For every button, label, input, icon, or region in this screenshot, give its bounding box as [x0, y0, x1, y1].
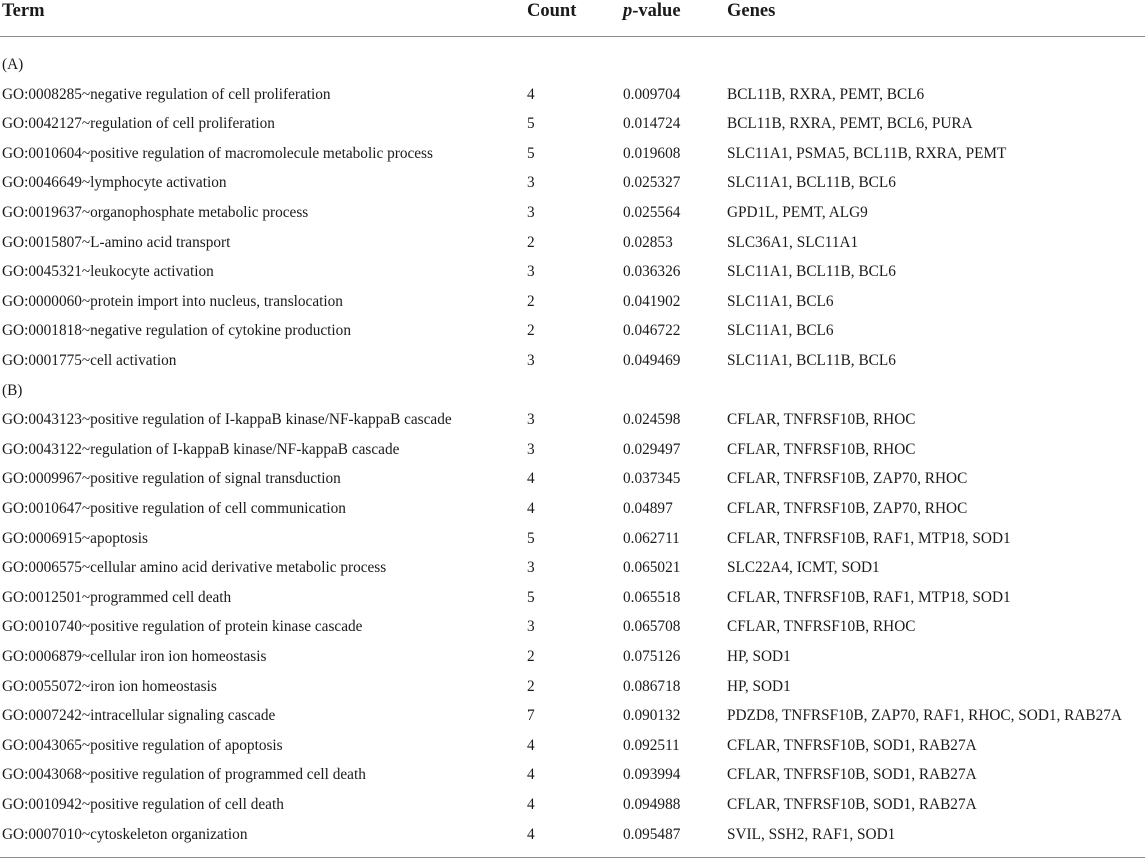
term-cell: GO:0006879~cellular iron ion homeostasis: [2, 648, 267, 665]
term-cell: GO:0042127~regulation of cell proliferation: [2, 115, 275, 133]
genes-cell: SLC36A1, SLC11A1: [727, 233, 859, 251]
header-p-value: [623, 0, 681, 22]
count-cell: 4: [527, 736, 535, 754]
term-cell: GO:0019637~organophosphate metabolic process: [2, 204, 309, 221]
p-value-cell: 0.046722: [623, 322, 681, 340]
term-cell: GO:0010942~positive regulation of cell death: [2, 796, 284, 813]
table-header: [0, 0, 1145, 37]
genes-cell: CFLAR, TNFRSF10B, SOD1, RAB27A: [727, 796, 977, 813]
table-row: [0, 464, 1145, 494]
p-value-cell: 0.065708: [623, 618, 681, 636]
header-genes: Genes: [727, 1, 776, 21]
p-value-cell: 0.024598: [623, 411, 681, 429]
header-count: Count: [527, 1, 577, 21]
genes-cell: GPD1L, PEMT, ALG9: [727, 204, 868, 221]
table-row: [0, 820, 1145, 850]
term-cell: GO:0055072~iron ion homeostasis: [2, 677, 217, 695]
term-cell: GO:0009967~positive regulation of signal transduction: [2, 470, 341, 488]
genes-cell: HP, SOD1: [727, 648, 791, 665]
term-cell: GO:0012501~programmed cell death: [2, 588, 232, 606]
term-cell: GO:0045321~leukocyte activation: [2, 263, 214, 281]
table-row: [0, 672, 1145, 702]
genes-cell: CFLAR, TNFRSF10B, ZAP70, RHOC: [727, 470, 968, 488]
p-value-cell: 0.065518: [623, 588, 681, 606]
table-row: [0, 494, 1145, 524]
count-cell: 5: [527, 144, 535, 162]
term-cell: GO:0010740~positive regulation of protein kinase cascade: [2, 618, 363, 636]
genes-cell: CFLAR, TNFRSF10B, RHOC: [727, 618, 916, 636]
p-value-cell: 0.062711: [623, 529, 680, 547]
genes-cell: CFLAR, TNFRSF10B, RHOC: [727, 440, 916, 458]
table-row: [0, 405, 1145, 435]
table-row: [0, 257, 1145, 287]
p-value-cell: 0.037345: [623, 470, 681, 488]
table-row: [0, 316, 1145, 346]
genes-cell: SLC11A1, BCL6: [727, 322, 834, 340]
genes-cell: CFLAR, TNFRSF10B, SOD1, RAB27A: [727, 736, 977, 754]
table-row: [0, 612, 1145, 642]
count-cell: 2: [527, 292, 535, 310]
section-label-row: [0, 50, 1145, 80]
term-cell: GO:0000060~protein import into nucleus, translocation: [2, 292, 343, 310]
table-row: [0, 435, 1145, 465]
table-row: [0, 80, 1145, 110]
count-cell: 3: [527, 559, 535, 577]
genes-cell: CFLAR, TNFRSF10B, RAF1, MTP18, SOD1: [727, 588, 1011, 606]
table-row: [0, 524, 1145, 554]
table-row: [0, 790, 1145, 820]
term-cell: GO:0010604~positive regulation of macromolecule metabolic process: [2, 144, 433, 162]
term-cell: GO:0010647~positive regulation of cell communication: [2, 500, 346, 517]
term-cell: GO:0007242~intracellular signaling cascade: [2, 707, 276, 725]
p-value-cell: 0.019608: [623, 144, 681, 162]
count-cell: 7: [527, 707, 535, 725]
genes-cell: BCL11B, RXRA, PEMT, BCL6: [727, 85, 925, 103]
table-row: [0, 139, 1145, 169]
genes-cell: CFLAR, TNFRSF10B, SOD1, RAB27A: [727, 766, 977, 784]
genes-cell: HP, SOD1: [727, 677, 791, 695]
count-cell: 2: [527, 648, 535, 665]
term-cell: GO:0015807~L-amino acid transport: [2, 233, 231, 251]
table-bottom-rule: [0, 857, 1145, 858]
table-row: [0, 553, 1145, 583]
genes-cell: CFLAR, TNFRSF10B, RAF1, MTP18, SOD1: [727, 529, 1011, 547]
section-label: (A): [2, 56, 24, 73]
table-row: [0, 642, 1145, 672]
count-cell: 4: [527, 796, 535, 813]
section-label: (B): [2, 381, 23, 399]
term-cell: GO:0001775~cell activation: [2, 352, 177, 369]
count-cell: 3: [527, 411, 535, 429]
term-cell: GO:0043123~positive regulation of I-kappaB kinase/NF-kappaB cascade: [2, 411, 452, 429]
p-value-cell: 0.086718: [623, 677, 681, 695]
term-cell: GO:0007010~cytoskeleton organization: [2, 825, 248, 843]
term-cell: GO:0043122~regulation of I-kappaB kinase/NF-kappaB cascade: [2, 440, 400, 458]
count-cell: 3: [527, 204, 535, 221]
p-value-cell: 0.093994: [623, 766, 681, 784]
count-cell: 3: [527, 352, 535, 369]
p-value-cell: 0.049469: [623, 352, 681, 369]
count-cell: 4: [527, 470, 535, 488]
section-label-row: [0, 376, 1145, 406]
p-value-cell: 0.025327: [623, 174, 681, 192]
term-cell: GO:0006915~apoptosis: [2, 529, 148, 547]
p-value-cell: 0.092511: [623, 736, 680, 754]
table-row: [0, 198, 1145, 228]
count-cell: 3: [527, 263, 535, 281]
table-row: [0, 228, 1145, 258]
p-value-cell: 0.065021: [623, 559, 681, 577]
table-row: [0, 731, 1145, 761]
header-term: Term: [2, 1, 45, 21]
count-cell: 4: [527, 500, 535, 517]
p-value-cell: 0.009704: [623, 85, 681, 103]
p-value-cell: 0.02853: [623, 233, 673, 251]
table-row: [0, 168, 1145, 198]
p-value-cell: 0.014724: [623, 115, 681, 133]
term-cell: GO:0006575~cellular amino acid derivative metabolic process: [2, 559, 387, 577]
genes-cell: SLC11A1, BCL6: [727, 292, 834, 310]
count-cell: 3: [527, 174, 535, 192]
table-row: [0, 760, 1145, 790]
count-cell: 4: [527, 825, 535, 843]
genes-cell: SLC11A1, PSMA5, BCL11B, RXRA, PEMT: [727, 144, 1007, 162]
genes-cell: SVIL, SSH2, RAF1, SOD1: [727, 825, 896, 843]
p-value-cell: 0.036326: [623, 263, 681, 281]
term-cell: GO:0043065~positive regulation of apoptosis: [2, 736, 283, 754]
table-row: [0, 701, 1145, 731]
genes-cell: SLC11A1, BCL11B, BCL6: [727, 174, 896, 192]
genes-cell: SLC11A1, BCL11B, BCL6: [727, 263, 896, 281]
p-value-cell: 0.095487: [623, 825, 681, 843]
count-cell: 4: [527, 85, 535, 103]
count-cell: 5: [527, 588, 535, 606]
header-p-italic: p: [623, 1, 633, 21]
p-value-cell: 0.04897: [623, 500, 673, 517]
genes-cell: SLC11A1, BCL11B, BCL6: [727, 352, 896, 369]
genes-cell: BCL11B, RXRA, PEMT, BCL6, PURA: [727, 115, 973, 133]
term-cell: GO:0008285~negative regulation of cell proliferation: [2, 85, 331, 103]
count-cell: 2: [527, 233, 535, 251]
count-cell: 2: [527, 322, 535, 340]
p-value-cell: 0.090132: [623, 707, 681, 725]
p-value-cell: 0.029497: [623, 440, 681, 458]
table-row: [0, 583, 1145, 613]
term-cell: GO:0046649~lymphocyte activation: [2, 174, 227, 192]
header-p-rest: -value: [632, 1, 681, 21]
count-cell: 2: [527, 677, 535, 695]
count-cell: 3: [527, 618, 535, 636]
genes-cell: SLC22A4, ICMT, SOD1: [727, 559, 880, 577]
term-cell: GO:0043068~positive regulation of programmed cell death: [2, 766, 366, 784]
count-cell: 5: [527, 115, 535, 133]
count-cell: 3: [527, 440, 535, 458]
table-row: [0, 346, 1145, 376]
table-row: [0, 287, 1145, 317]
p-value-cell: 0.041902: [623, 292, 681, 310]
genes-cell: CFLAR, TNFRSF10B, ZAP70, RHOC: [727, 500, 968, 517]
count-cell: 4: [527, 766, 535, 784]
genes-cell: CFLAR, TNFRSF10B, RHOC: [727, 411, 916, 429]
count-cell: 5: [527, 529, 535, 547]
p-value-cell: 0.025564: [623, 204, 681, 221]
p-value-cell: 0.094988: [623, 796, 681, 813]
table-row: [0, 109, 1145, 139]
genes-cell: PDZD8, TNFRSF10B, ZAP70, RAF1, RHOC, SOD1, RAB27A: [727, 707, 1122, 725]
term-cell: GO:0001818~negative regulation of cytokine production: [2, 322, 351, 340]
p-value-cell: 0.075126: [623, 648, 681, 665]
